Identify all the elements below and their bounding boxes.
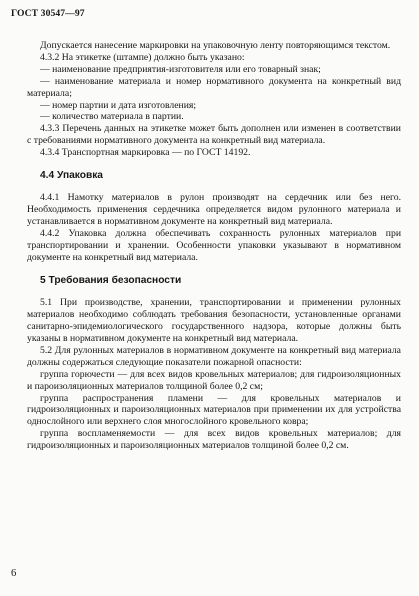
paragraph-marking-tape: Допускается нанесение маркировки на упаковочную ленту повторяющимся текстом.: [40, 40, 391, 51]
page-body: [27, 40, 401, 452]
paragraph-4-3-3: 4.3.3 Перечень данных на этикетке может быть дополнен или изменен в соответствии с требованиями нормативного документа на конкретный вид материала.: [27, 123, 401, 147]
paragraph-ignitability-group: группа воспламеняемости — для всех видов кровельных материалов; для гидроизоляционных и пароизоляционных материалов толщиной более 0,2 см.: [27, 428, 401, 452]
paragraph-flame-spread-group: группа распространения пламени — для кровельных материалов и гидроизоляционных и пароизоляционных материалов при применении их для устройства однослойного или верхнего слоя многослойного кровельного ковра;: [27, 392, 401, 428]
running-header-doc-code: ГОСТ 30547—97: [11, 8, 85, 19]
paragraph-flammability-group: группа горючести — для всех видов кровельных материалов; для гидроизоляционных и пароизоляционных материалов толщиной более 0,2 см;: [27, 368, 401, 392]
section-heading-4-4: 4.4 Упаковка: [40, 170, 103, 182]
paragraph-4-4-1: 4.4.1 Намотку материалов в рулон производят на сердечник или без него. Необходимость применения сердечника определяется видом рулонного материала и устанавливается в нормативном документе на конкретный вид материала.: [27, 191, 401, 227]
paragraph-4-3-4: 4.3.4 Транспортная маркировка — по ГОСТ 14192.: [40, 147, 251, 159]
paragraph-5-2: 5.2 Для рулонных материалов в нормативном документе на конкретный вид материала должны содержаться следующие показатели пожарной опасности:: [27, 344, 401, 368]
list-item-batch-quantity: — количество материала в партии.: [40, 111, 184, 123]
list-item-material-name: — наименование материала и номер нормативного документа на конкретный вид материала;: [27, 75, 401, 99]
list-item-batch-number: — номер партии и дата изготовления;: [40, 99, 197, 111]
paragraph-5-1: 5.1 При производстве, хранении, транспортировании и применении рулонных материалов необходимо соблюдать требования безопасности, установленные органами санитарно-эпидемиологического государственного надзора, которые должны быть указаны в нормативном документе на конкретный вид материала.: [27, 297, 401, 345]
paragraph-4-4-2: 4.4.2 Упаковка должна обеспечивать сохранность рулонных материалов при транспортировании и хранении. Особенности упаковки указывают в нормативном документе на конкретный вид материала.: [27, 227, 401, 263]
paragraph-4-3-2: 4.3.2 На этикетке (штампе) должно быть указано:: [40, 51, 245, 63]
list-item-manufacturer: — наименование предприятия-изготовителя или его товарный знак;: [40, 63, 321, 75]
section-heading-5: 5 Требования безопасности: [40, 275, 182, 287]
page-number: 6: [11, 568, 17, 579]
